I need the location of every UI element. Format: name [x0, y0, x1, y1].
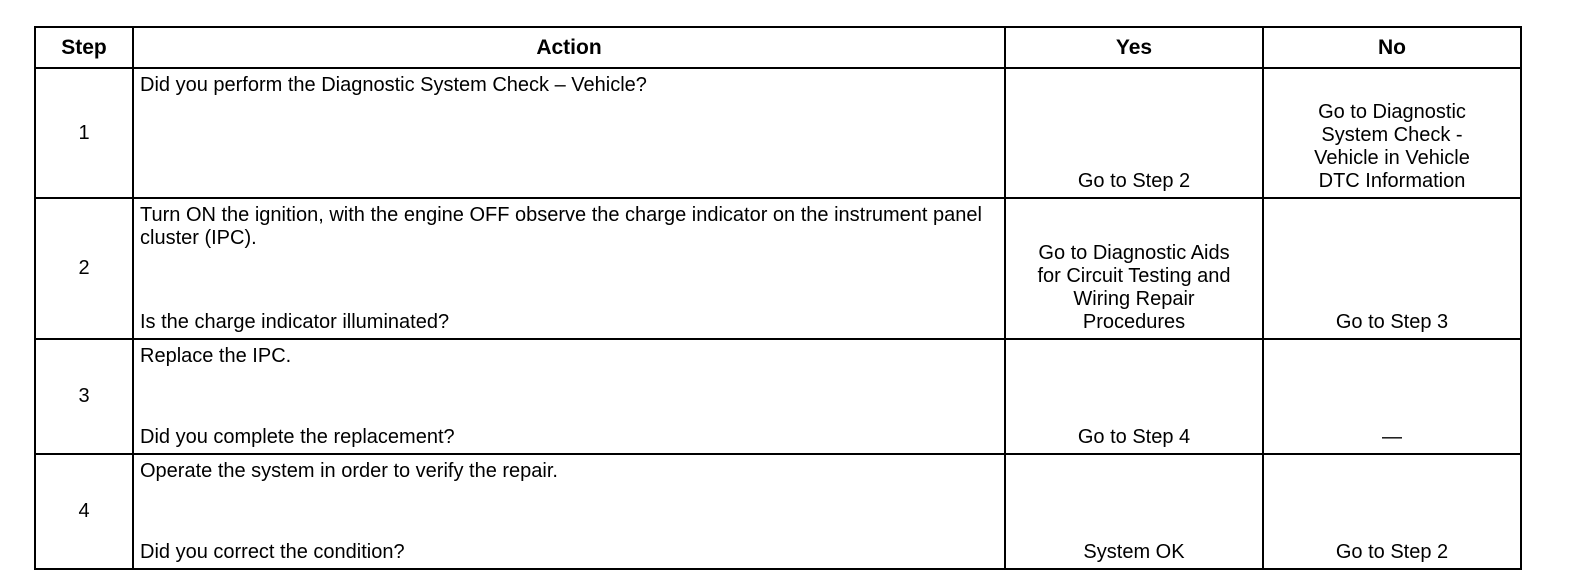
header-action: Action	[133, 27, 1005, 68]
step-number: 3	[35, 339, 133, 454]
no-result-text: —	[1382, 426, 1402, 448]
yes-result	[1005, 339, 1263, 454]
action-cell	[133, 68, 1005, 198]
yes-result	[1005, 454, 1263, 569]
action-instruction: Turn ON the ignition, with the engine OFF observe the charge indicator on the instrument panel cluster (IPC).	[140, 204, 982, 249]
action-question: Is the charge indicator illuminated?	[140, 311, 450, 333]
action-instruction: Did you perform the Diagnostic System Check – Vehicle?	[140, 74, 647, 96]
no-result	[1263, 339, 1521, 454]
action-instruction: Replace the IPC.	[140, 345, 292, 367]
yes-result	[1005, 198, 1263, 339]
diagnostic-table	[34, 26, 1522, 570]
step-number: 4	[35, 454, 133, 569]
table-row	[35, 454, 1521, 569]
step-number: 1	[35, 68, 133, 198]
yes-result-text: Go to Step 4	[1077, 426, 1191, 448]
header-row	[35, 27, 1521, 68]
yes-result-text: System OK	[1083, 541, 1185, 563]
header-step: Step	[35, 27, 133, 68]
action-cell	[133, 339, 1005, 454]
no-result	[1263, 198, 1521, 339]
table-row	[35, 339, 1521, 454]
no-result	[1263, 68, 1521, 198]
no-result-text: Go to Step 3	[1335, 311, 1449, 333]
action-instruction: Operate the system in order to verify the repair.	[140, 460, 558, 482]
no-result	[1263, 454, 1521, 569]
step-number: 2	[35, 198, 133, 339]
no-result-text: Go to Diagnostic System Check - Vehicle in Vehicle DTC Information	[1314, 101, 1470, 192]
yes-result-text: Go to Diagnostic Aids for Circuit Testing and Wiring Repair Procedures	[1037, 242, 1231, 333]
header-yes: Yes	[1005, 27, 1263, 68]
header-no: No	[1263, 27, 1521, 68]
yes-result-text: Go to Step 2	[1077, 170, 1191, 192]
action-cell	[133, 198, 1005, 339]
no-result-text: Go to Step 2	[1335, 541, 1449, 563]
action-cell	[133, 454, 1005, 569]
action-question: Did you correct the condition?	[140, 541, 405, 563]
table-row	[35, 68, 1521, 198]
table-row	[35, 198, 1521, 339]
action-question: Did you complete the replacement?	[140, 426, 455, 448]
yes-result	[1005, 68, 1263, 198]
